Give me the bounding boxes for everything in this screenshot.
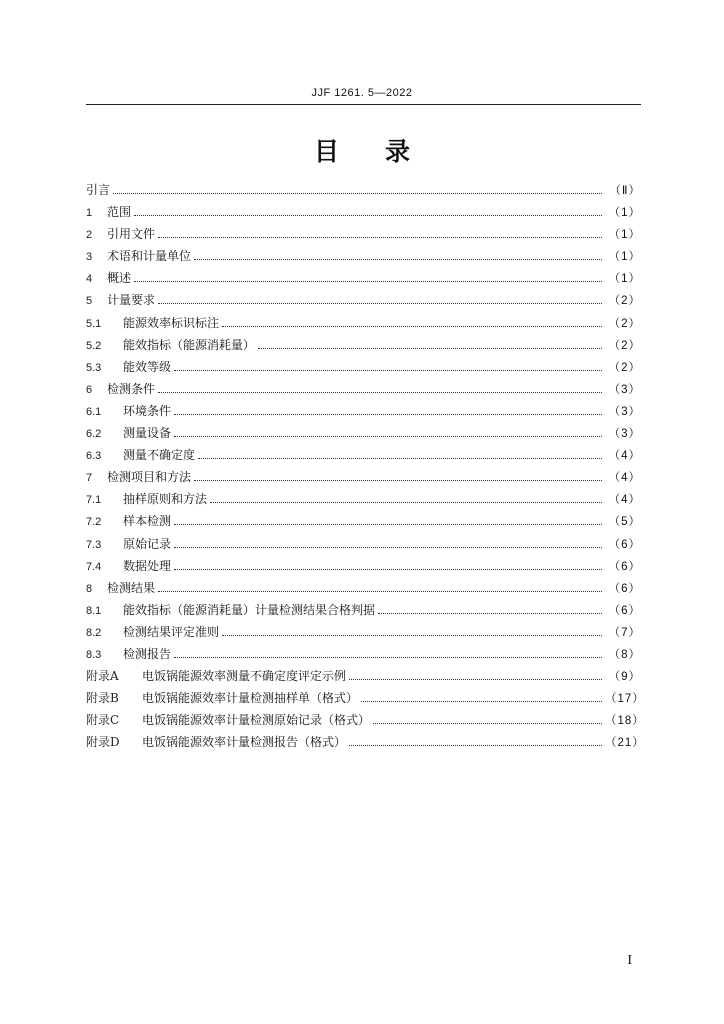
toc-entry-title: 检测条件 [107,381,156,396]
toc-entry-number: 5 [86,295,93,308]
toc-entry-title: 检测结果评定准则 [123,624,220,639]
toc-entry-title: 数据处理 [123,558,172,573]
toc-entry[interactable] [86,358,641,380]
toc-entry-number: 8 [86,582,93,595]
toc-dot-leader [174,414,602,415]
toc-entry-title: 电饭锅能源效率计量检测原始记录（格式） [142,713,371,728]
toc-entry-number: 7.2 [86,516,102,529]
toc-entry-number: 1 [86,207,93,220]
toc-entry-page: （1） [608,273,641,286]
toc-entry-page: （4） [608,450,641,463]
toc-entry[interactable] [86,711,645,733]
toc-dot-leader [174,524,602,525]
table-of-contents [86,181,645,755]
toc-dot-leader [134,215,602,216]
toc-dot-leader [222,635,602,636]
toc-dot-leader [349,745,602,746]
toc-entry-page: （1） [608,229,641,242]
toc-entry-number: 6 [86,383,93,396]
toc-entry-title: 能效等级 [123,359,172,374]
toc-entry-title: 抽样原则和方法 [123,492,208,507]
toc-entry-number: 8.3 [86,648,102,661]
toc-entry-number: 6.2 [86,428,102,441]
toc-entry[interactable] [86,623,641,645]
toc-dot-leader [174,370,602,371]
toc-dot-leader [378,613,602,614]
toc-entry-page: （6） [608,582,641,595]
toc-entry-number: 附录D [86,735,120,750]
toc-entry-page: （3） [608,405,641,418]
toc-entry-page: （1） [608,251,641,264]
toc-entry[interactable] [86,645,641,667]
toc-entry-page: （2） [608,339,641,352]
toc-entry[interactable] [86,424,641,446]
toc-entry-number: 7.4 [86,560,102,573]
toc-entry-title: 电饭锅能源效率计量检测报告（格式） [142,735,347,750]
toc-entry-number: 7.3 [86,538,102,551]
toc-dot-leader [113,193,602,194]
toc-entry[interactable] [86,512,641,534]
toc-entry-page: （6） [608,560,641,573]
toc-dot-leader [174,436,602,437]
toc-entry-number: 附录C [86,713,120,728]
toc-entry-title: 样本检测 [123,514,172,529]
toc-entry-title: 检测项目和方法 [107,470,192,485]
toc-dot-leader [158,392,602,393]
toc-entry-title: 检测结果 [107,580,156,595]
toc-entry[interactable] [86,402,641,424]
toc-dot-leader [198,458,602,459]
toc-entry[interactable] [86,667,641,689]
toc-entry[interactable] [86,247,641,269]
toc-entry-title: 术语和计量单位 [107,249,192,264]
toc-entry-title: 电饭锅能源效率计量检测抽样单（格式） [142,691,359,706]
toc-entry[interactable] [86,181,641,203]
toc-dot-leader [194,259,602,260]
toc-entry-title: 环境条件 [123,403,172,418]
toc-entry-page: （4） [608,472,641,485]
toc-entry-page: （1） [608,207,641,220]
toc-entry-number: 附录B [86,691,119,706]
toc-entry-page: （9） [608,671,641,684]
toc-entry[interactable] [86,314,641,336]
toc-entry-title: 引言 [86,183,111,197]
toc-dot-leader [373,723,602,724]
toc-entry-page: （7） [608,626,641,639]
toc-entry-title: 能源效率标识标注 [123,315,220,330]
toc-entry-title: 原始记录 [123,536,172,551]
toc-entry-number: 5.1 [86,317,102,330]
page-number: I [627,953,632,968]
toc-entry[interactable] [86,203,641,225]
header-rule [86,104,641,105]
toc-entry[interactable] [86,446,641,468]
toc-entry-title: 引用文件 [107,227,156,242]
toc-entry-title: 测量不确定度 [123,448,196,463]
toc-entry-page: （2） [608,295,641,308]
toc-entry-page: （3） [608,383,641,396]
document-code: JJF 1261. 5—2022 [311,87,413,99]
toc-entry-page: （6） [608,538,641,551]
toc-entry-title: 概述 [107,271,132,286]
toc-entry-page: （8） [608,648,641,661]
toc-entry-number: 2 [86,229,93,242]
toc-dot-leader [222,326,602,327]
toc-entry-number: 7 [86,472,93,485]
toc-entry[interactable] [86,733,645,755]
toc-entry-number: 6.3 [86,450,102,463]
toc-entry-number: 8.2 [86,626,102,639]
toc-entry-title: 计量要求 [107,293,156,308]
toc-entry[interactable] [86,579,641,601]
toc-entry-page: （3） [608,428,641,441]
toc-entry-number: 3 [86,251,93,264]
toc-entry-number: 7.1 [86,494,102,507]
toc-dot-leader [258,348,602,349]
toc-entry-page: （2） [608,361,641,374]
toc-entry-number: 5.3 [86,361,102,374]
toc-entry[interactable] [86,269,641,291]
toc-dot-leader [174,657,602,658]
toc-entry-page: （2） [608,317,641,330]
toc-dot-leader [134,281,602,282]
toc-entry[interactable] [86,468,641,490]
toc-entry[interactable] [86,535,641,557]
toc-entry[interactable] [86,336,641,358]
toc-entry-title: 能效指标（能源消耗量） [123,337,256,352]
toc-entry-title: 范围 [107,205,132,220]
toc-dot-leader [361,701,602,702]
toc-entry[interactable] [86,380,641,402]
toc-dot-leader [349,679,602,680]
toc-entry-number: 4 [86,273,93,286]
toc-entry-page: （5） [608,516,641,529]
toc-entry[interactable] [86,601,641,623]
toc-entry[interactable] [86,225,641,247]
toc-entry[interactable] [86,689,645,711]
toc-entry-number: 8.1 [86,604,102,617]
toc-entry[interactable] [86,490,641,512]
toc-dot-leader [174,569,602,570]
toc-entry-page: （Ⅱ） [609,185,641,197]
toc-entry-page: （17） [605,693,645,706]
toc-title: 目录 [313,137,456,166]
toc-dot-leader [210,502,602,503]
toc-entry-page: （21） [605,737,645,750]
toc-entry-title: 能效指标（能源消耗量）计量检测结果合格判据 [123,602,376,617]
toc-entry-number: 附录A [86,669,119,684]
toc-entry[interactable] [86,291,641,313]
toc-entry-title: 检测报告 [123,646,172,661]
toc-entry-page: （4） [608,494,641,507]
toc-dot-leader [158,591,602,592]
toc-dot-leader [158,303,602,304]
toc-entry-page: （6） [608,604,641,617]
toc-entry-title: 电饭锅能源效率测量不确定度评定示例 [142,669,347,684]
toc-dot-leader [194,480,602,481]
toc-entry-number: 5.2 [86,339,102,352]
toc-entry-page: （18） [605,715,645,728]
toc-dot-leader [158,237,602,238]
toc-entry-number: 6.1 [86,405,102,418]
toc-entry[interactable] [86,557,641,579]
toc-dot-leader [174,547,602,548]
toc-entry-title: 测量设备 [123,426,172,441]
